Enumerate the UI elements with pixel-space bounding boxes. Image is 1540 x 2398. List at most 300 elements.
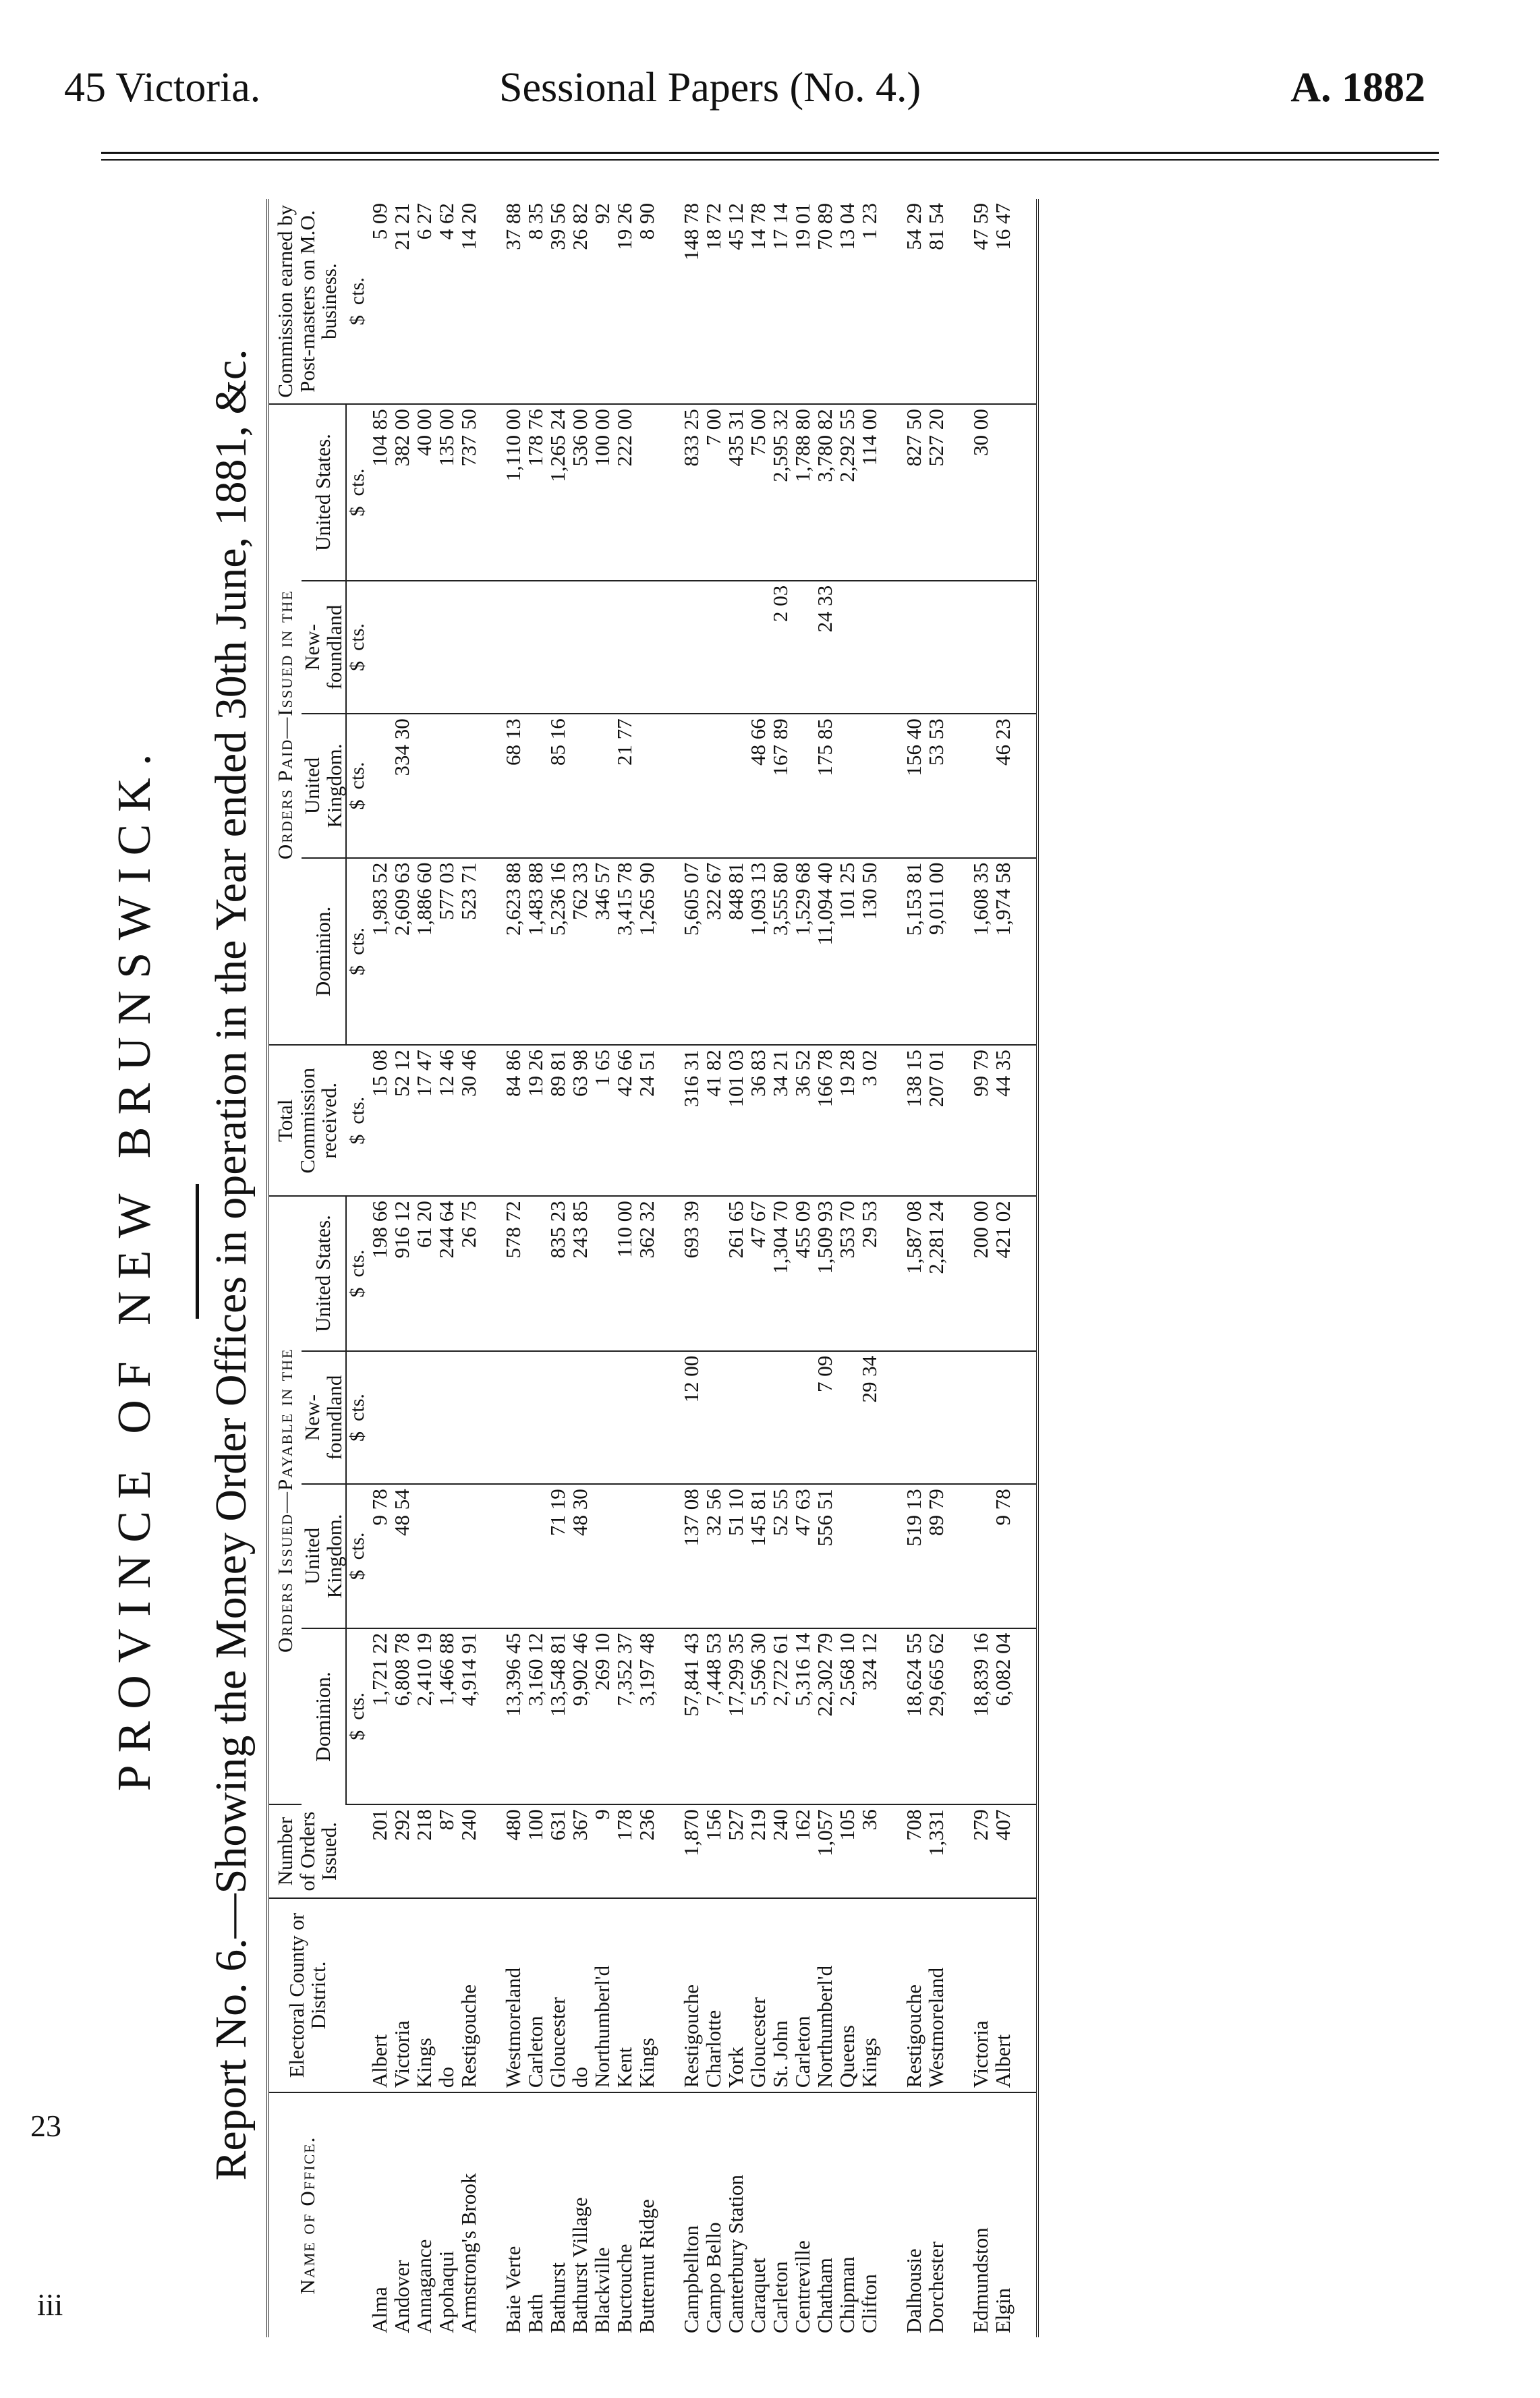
postmaster-commission: 21 21	[391, 199, 413, 404]
paid-uk	[591, 714, 613, 857]
office-name: Caraquet	[745, 2258, 770, 2333]
county-name: Gloucester	[546, 1898, 569, 2092]
issued-dominion: 269 10	[591, 1628, 613, 1804]
orders-count: 178	[613, 1804, 635, 1898]
group-gap	[947, 199, 969, 2337]
orders-count: 407	[992, 1804, 1014, 1898]
county-name: Gloucester	[747, 1898, 769, 2092]
county-name: Kings	[413, 1898, 435, 2092]
paid-dominion: 5,153 81	[903, 858, 925, 1046]
issued-us: 916 12	[391, 1196, 413, 1351]
issued-newfoundland	[925, 1351, 947, 1484]
paid-newfoundland	[969, 581, 992, 714]
orders-count: 162	[791, 1804, 814, 1898]
issued-newfoundland	[524, 1351, 546, 1484]
paid-dominion: 101 25	[836, 858, 858, 1046]
issued-uk: 145 81	[747, 1484, 769, 1628]
postmaster-commission: 14 78	[747, 199, 769, 404]
paid-uk: 53 53	[925, 714, 947, 857]
county-name: Westmoreland	[502, 1898, 524, 2092]
office-name: Chatham	[812, 2258, 836, 2333]
total-commission: 89 81	[546, 1045, 569, 1196]
table-row	[769, 199, 791, 2337]
issued-uk: 9 78	[368, 1484, 391, 1628]
currency-label: $ cts.	[346, 858, 368, 1046]
paid-dominion: 1,265 90	[635, 858, 658, 1046]
issued-newfoundland	[546, 1351, 569, 1484]
total-commission: 101 03	[724, 1045, 747, 1196]
issued-us: 47 67	[747, 1196, 769, 1351]
table-row	[413, 199, 435, 2337]
money-order-table	[266, 199, 1039, 2337]
issued-dominion: 2,568 10	[836, 1628, 858, 1804]
total-commission: 36 83	[747, 1045, 769, 1196]
paid-uk	[791, 714, 814, 857]
issued-newfoundland	[747, 1351, 769, 1484]
issued-newfoundland	[635, 1351, 658, 1484]
office-name: Buctouche	[612, 2244, 636, 2333]
currency-label: $ cts.	[346, 1196, 368, 1351]
paid-us: 114 00	[858, 404, 880, 580]
paid-uk: 21 77	[613, 714, 635, 857]
paid-uk	[569, 714, 591, 857]
total-commission: 138 15	[903, 1045, 925, 1196]
col-paid-uk: United Kingdom.	[302, 714, 346, 857]
currency-label: $ cts.	[346, 199, 368, 404]
paid-us: 100 00	[591, 404, 613, 580]
page-number: 23	[30, 2109, 61, 2143]
paid-us: 833 25	[680, 404, 702, 580]
table-row	[814, 199, 836, 2337]
col-issued-newfoundland: New-foundland	[302, 1351, 346, 1484]
postmaster-commission: 47 59	[969, 199, 992, 404]
issued-dominion: 22,302 79	[814, 1628, 836, 1804]
issued-newfoundland	[413, 1351, 435, 1484]
total-commission: 44 35	[992, 1045, 1014, 1196]
paid-uk	[457, 714, 480, 857]
currency-label: $ cts.	[346, 1351, 368, 1484]
orders-count: 236	[635, 1804, 658, 1898]
paid-dominion: 762 33	[569, 858, 591, 1046]
table-row	[457, 199, 480, 2337]
postmaster-commission: 70 89	[814, 199, 836, 404]
county-name: Westmoreland	[925, 1898, 947, 2092]
office-name: Alma	[367, 2287, 391, 2333]
paid-newfoundland	[992, 581, 1014, 714]
office-name: Bathurst	[545, 2262, 569, 2333]
orders-count: 1,057	[814, 1804, 836, 1898]
issued-us: 1,304 70	[769, 1196, 791, 1351]
office-name: Campo Bello	[701, 2222, 725, 2333]
issued-dominion: 13,396 45	[502, 1628, 524, 1804]
issued-newfoundland	[969, 1351, 992, 1484]
county-name: do	[435, 1898, 457, 2092]
issued-uk	[502, 1484, 524, 1628]
postmaster-commission: 37 88	[502, 199, 524, 404]
group-gap	[480, 199, 502, 2337]
table-row	[546, 199, 569, 2337]
paid-dominion: 1,529 68	[791, 858, 814, 1046]
paid-us: 30 00	[969, 404, 992, 580]
col-paid-newfoundland: New-foundland	[302, 581, 346, 714]
issued-dominion: 18,839 16	[969, 1628, 992, 1804]
issued-us: 29 53	[858, 1196, 880, 1351]
office-name: Campbellton	[679, 2225, 703, 2333]
orders-count: 36	[858, 1804, 880, 1898]
office-name: Centreville	[790, 2240, 814, 2333]
issued-dominion: 57,841 43	[680, 1628, 702, 1804]
postmaster-commission: 19 01	[791, 199, 814, 404]
county-name: Carleton	[524, 1898, 546, 2092]
table-row	[368, 199, 391, 2337]
header-session: 45 Victoria.	[64, 65, 261, 111]
issued-newfoundland	[836, 1351, 858, 1484]
postmaster-commission: 8 35	[524, 199, 546, 404]
county-name: Kent	[613, 1898, 635, 2092]
orders-count: 240	[457, 1804, 480, 1898]
county-name: Queens	[836, 1898, 858, 2092]
col-group-orders-paid: Orders Paid—Issued in the	[268, 404, 302, 1045]
county-name: Restigouche	[903, 1898, 925, 2092]
county-name: Albert	[992, 1898, 1014, 2092]
paid-us: 1,788 80	[791, 404, 814, 580]
orders-count: 240	[769, 1804, 791, 1898]
orders-count: 279	[969, 1804, 992, 1898]
paid-us: 75 00	[747, 404, 769, 580]
table-row	[524, 199, 546, 2337]
postmaster-commission: 81 54	[925, 199, 947, 404]
total-commission: 1 65	[591, 1045, 613, 1196]
issued-newfoundland	[457, 1351, 480, 1484]
total-commission: 99 79	[969, 1045, 992, 1196]
orders-count: 708	[903, 1804, 925, 1898]
table-row	[925, 199, 947, 2337]
paid-dominion: 1,983 52	[368, 858, 391, 1046]
total-commission: 34 21	[769, 1045, 791, 1196]
total-commission: 63 98	[569, 1045, 591, 1196]
paid-newfoundland	[925, 581, 947, 714]
issued-uk	[435, 1484, 457, 1628]
county-name: Kings	[858, 1898, 880, 2092]
table-row	[569, 199, 591, 2337]
paid-dominion: 346 57	[591, 858, 613, 1046]
office-name: Chipman	[834, 2256, 859, 2333]
table-end-rule	[1014, 199, 1037, 2337]
issued-dominion: 6,082 04	[992, 1628, 1014, 1804]
office-name: Canterbury Station	[723, 2174, 747, 2333]
issued-newfoundland: 29 34	[858, 1351, 880, 1484]
paid-us	[635, 404, 658, 580]
issued-newfoundland	[368, 1351, 391, 1484]
paid-dominion: 322 67	[702, 858, 724, 1046]
header-rule-thin	[101, 159, 1439, 161]
col-county: Electoral County or District.	[268, 1898, 346, 2092]
issued-dominion: 5,316 14	[791, 1628, 814, 1804]
table-body	[368, 199, 1037, 2337]
issued-us: 261 65	[724, 1196, 747, 1351]
issued-us: 421 02	[992, 1196, 1014, 1351]
postmaster-commission: 18 72	[702, 199, 724, 404]
office-name: Elgin	[990, 2287, 1015, 2333]
paid-uk	[702, 714, 724, 857]
paid-uk: 334 30	[391, 714, 413, 857]
issued-dominion: 7,352 37	[613, 1628, 635, 1804]
issued-newfoundland	[769, 1351, 791, 1484]
paid-dominion: 848 81	[724, 858, 747, 1046]
total-commission: 316 31	[680, 1045, 702, 1196]
orders-count: 105	[836, 1804, 858, 1898]
issued-newfoundland	[435, 1351, 457, 1484]
total-commission: 42 66	[613, 1045, 635, 1196]
table-row	[591, 199, 613, 2337]
issued-us	[702, 1196, 724, 1351]
paid-us: 1,265 24	[546, 404, 569, 580]
paid-us: 737 50	[457, 404, 480, 580]
header-rule	[101, 152, 1439, 154]
total-commission: 84 86	[502, 1045, 524, 1196]
paid-dominion: 2,609 63	[391, 858, 413, 1046]
issued-newfoundland	[903, 1351, 925, 1484]
paid-us: 40 00	[413, 404, 435, 580]
office-name: Blackville	[590, 2247, 614, 2333]
rotated-report	[105, 175, 1447, 2358]
issued-uk: 556 51	[814, 1484, 836, 1628]
issued-dominion: 1,466 88	[435, 1628, 457, 1804]
paid-dominion: 1,093 13	[747, 858, 769, 1046]
county-name: St. John	[769, 1898, 791, 2092]
orders-count: 219	[747, 1804, 769, 1898]
paid-dominion: 11,094 40	[814, 858, 836, 1046]
paid-us: 527 20	[925, 404, 947, 580]
total-commission: 36 52	[791, 1045, 814, 1196]
issued-uk: 9 78	[992, 1484, 1014, 1628]
orders-count: 156	[702, 1804, 724, 1898]
issued-uk	[613, 1484, 635, 1628]
paid-dominion: 130 50	[858, 858, 880, 1046]
issued-newfoundland	[791, 1351, 814, 1484]
col-paid-dominion: Dominion.	[302, 858, 346, 1046]
issued-newfoundland	[391, 1351, 413, 1484]
paid-us: 382 00	[391, 404, 413, 580]
col-issued-uk: United Kingdom.	[302, 1484, 346, 1628]
currency-label: $ cts.	[346, 1628, 368, 1804]
header-sessional-papers: Sessional Papers (No. 4.)	[499, 65, 921, 111]
total-commission: 15 08	[368, 1045, 391, 1196]
postmaster-commission: 8 90	[635, 199, 658, 404]
issued-us: 26 75	[457, 1196, 480, 1351]
paid-uk: 167 89	[769, 714, 791, 857]
postmaster-commission: 148 78	[680, 199, 702, 404]
postmaster-commission: 1 23	[858, 199, 880, 404]
currency-label: $ cts.	[346, 404, 368, 580]
paid-uk	[680, 714, 702, 857]
issued-newfoundland: 12 00	[680, 1351, 702, 1484]
table-row	[680, 199, 702, 2337]
issued-dominion: 4,914 91	[457, 1628, 480, 1804]
paid-dominion: 523 71	[457, 858, 480, 1046]
header-year: A. 1882	[1290, 65, 1425, 111]
total-commission: 52 12	[391, 1045, 413, 1196]
issued-us: 110 00	[613, 1196, 635, 1351]
currency-row	[346, 199, 368, 2337]
issued-us	[591, 1196, 613, 1351]
issued-uk: 71 19	[546, 1484, 569, 1628]
paid-newfoundland	[702, 581, 724, 714]
total-commission: 19 28	[836, 1045, 858, 1196]
orders-count: 1,870	[680, 1804, 702, 1898]
table-row	[724, 199, 747, 2337]
paid-newfoundland	[524, 581, 546, 714]
table-row	[836, 199, 858, 2337]
orders-count: 218	[413, 1804, 435, 1898]
postmaster-commission: 92	[591, 199, 613, 404]
issued-newfoundland	[702, 1351, 724, 1484]
issued-us: 200 00	[969, 1196, 992, 1351]
issued-us: 455 09	[791, 1196, 814, 1351]
paid-newfoundland	[391, 581, 413, 714]
paid-newfoundland	[836, 581, 858, 714]
paid-newfoundland	[791, 581, 814, 714]
col-postmaster-commission: Commission earned by Post-masters on M.O. business.	[268, 199, 346, 404]
issued-dominion: 2,722 61	[769, 1628, 791, 1804]
issued-uk: 519 13	[903, 1484, 925, 1628]
issued-us: 693 39	[680, 1196, 702, 1351]
issued-uk: 89 79	[925, 1484, 947, 1628]
table-row	[791, 199, 814, 2337]
total-commission: 19 26	[524, 1045, 546, 1196]
issued-us: 243 85	[569, 1196, 591, 1351]
issued-us: 244 64	[435, 1196, 457, 1351]
table-row	[613, 199, 635, 2337]
paid-us: 827 50	[903, 404, 925, 580]
table-row	[747, 199, 769, 2337]
paid-uk: 175 85	[814, 714, 836, 857]
table-row	[391, 199, 413, 2337]
county-name: Victoria	[969, 1898, 992, 2092]
table-row	[992, 199, 1014, 2337]
orders-count: 292	[391, 1804, 413, 1898]
paid-dominion: 3,555 80	[769, 858, 791, 1046]
paid-dominion: 1,974 58	[992, 858, 1014, 1046]
issued-us: 353 70	[836, 1196, 858, 1351]
paid-uk	[858, 714, 880, 857]
currency-label: $ cts.	[346, 714, 368, 857]
issued-uk	[457, 1484, 480, 1628]
issued-us: 1,509 93	[814, 1196, 836, 1351]
paid-newfoundland	[635, 581, 658, 714]
group-gap	[658, 199, 680, 2337]
orders-count: 527	[724, 1804, 747, 1898]
postmaster-commission: 6 27	[413, 199, 435, 404]
office-name: Dalhousie	[901, 2248, 925, 2333]
paid-newfoundland	[546, 581, 569, 714]
orders-count: 87	[435, 1804, 457, 1898]
paid-uk: 48 66	[747, 714, 769, 857]
table-row	[702, 199, 724, 2337]
paid-newfoundland	[502, 581, 524, 714]
paid-newfoundland	[724, 581, 747, 714]
report-title: Report No. 6.—Showing the Money Order Offices in operation in the Year ended 30th June, 1881, &c.	[206, 349, 256, 2181]
postmaster-commission: 5 09	[368, 199, 391, 404]
office-name: Armstrong's Brook	[456, 2173, 480, 2333]
paid-dominion: 1,608 35	[969, 858, 992, 1046]
issued-us: 835 23	[546, 1196, 569, 1351]
paid-us: 222 00	[613, 404, 635, 580]
issued-uk	[524, 1484, 546, 1628]
issued-dominion: 6,808 78	[391, 1628, 413, 1804]
issued-dominion: 3,197 48	[635, 1628, 658, 1804]
orders-count: 1,331	[925, 1804, 947, 1898]
county-name: Restigouche	[457, 1898, 480, 2092]
table-row	[635, 199, 658, 2337]
issued-newfoundland: 7 09	[814, 1351, 836, 1484]
county-name: Carleton	[791, 1898, 814, 2092]
issued-us: 362 32	[635, 1196, 658, 1351]
issued-dominion: 5,596 30	[747, 1628, 769, 1804]
issued-us: 198 66	[368, 1196, 391, 1351]
office-name: Butternut Ridge	[634, 2199, 658, 2333]
paid-newfoundland	[591, 581, 613, 714]
issued-uk	[635, 1484, 658, 1628]
table-row	[502, 199, 524, 2337]
paid-uk	[635, 714, 658, 857]
title-rule	[196, 1184, 199, 1319]
issued-dominion: 1,721 22	[368, 1628, 391, 1804]
issued-dominion: 9,902 46	[569, 1628, 591, 1804]
paid-us: 135 00	[435, 404, 457, 580]
currency-label: $ cts.	[346, 1484, 368, 1628]
col-issued-dominion: Dominion.	[302, 1628, 346, 1804]
issued-newfoundland	[613, 1351, 635, 1484]
office-name: Dorchester	[923, 2242, 948, 2333]
paid-dominion: 5,605 07	[680, 858, 702, 1046]
table-row	[435, 199, 457, 2337]
paid-us: 2,595 32	[769, 404, 791, 580]
paid-newfoundland: 24 33	[814, 581, 836, 714]
postmaster-commission: 26 82	[569, 199, 591, 404]
total-commission: 30 46	[457, 1045, 480, 1196]
county-name: Northumberl'd	[591, 1898, 613, 2092]
issued-newfoundland	[569, 1351, 591, 1484]
office-name: Bath	[523, 2293, 547, 2333]
total-commission: 207 01	[925, 1045, 947, 1196]
issued-uk: 47 63	[791, 1484, 814, 1628]
issued-dominion: 13,548 81	[546, 1628, 569, 1804]
issued-newfoundland	[724, 1351, 747, 1484]
paid-uk	[435, 714, 457, 857]
issued-us: 61 20	[413, 1196, 435, 1351]
currency-label: $ cts.	[346, 581, 368, 714]
issued-dominion: 7,448 53	[702, 1628, 724, 1804]
total-commission: 12 46	[435, 1045, 457, 1196]
paid-dominion: 5,236 16	[546, 858, 569, 1046]
currency-label: $ cts.	[346, 1045, 368, 1196]
orders-count: 100	[524, 1804, 546, 1898]
office-name: Apohaqui	[434, 2250, 458, 2333]
issued-uk	[858, 1484, 880, 1628]
col-group-orders-issued: Orders Issued—Payable in the	[268, 1196, 302, 1804]
county-name: Victoria	[391, 1898, 413, 2092]
postmaster-commission: 4 62	[435, 199, 457, 404]
postmaster-commission: 13 04	[836, 199, 858, 404]
paid-dominion: 1,886 60	[413, 858, 435, 1046]
group-gap	[880, 199, 903, 2337]
paid-us: 7 00	[702, 404, 724, 580]
postmaster-commission: 54 29	[903, 199, 925, 404]
office-name: Edmundston	[968, 2227, 992, 2333]
county-name: York	[724, 1898, 747, 2092]
issued-dominion: 3,160 12	[524, 1628, 546, 1804]
